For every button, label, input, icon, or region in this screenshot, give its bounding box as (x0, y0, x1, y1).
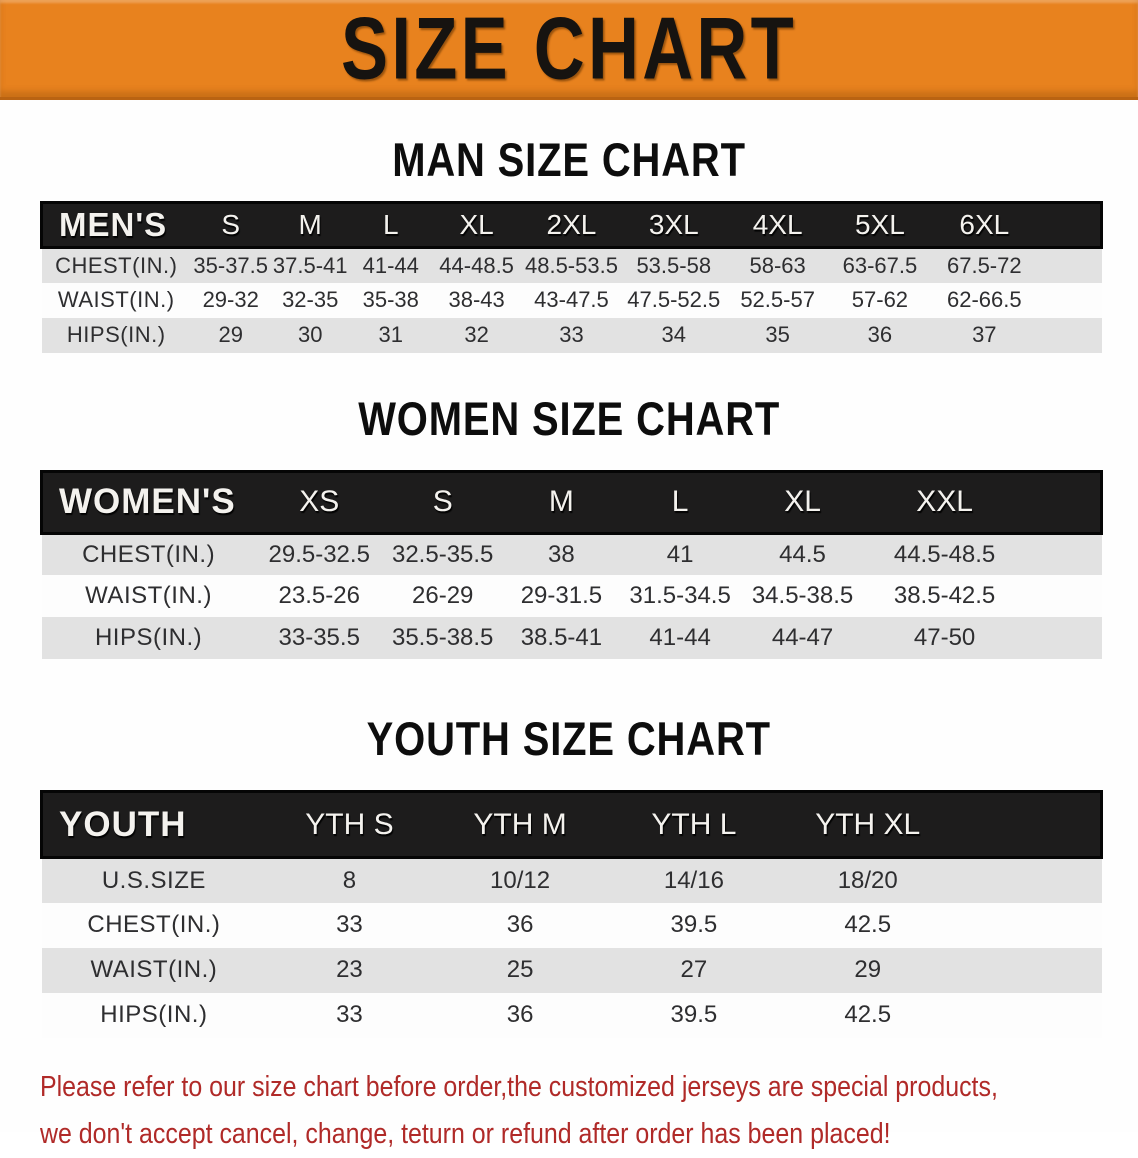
spacer-cell (1038, 248, 1102, 283)
women-section-title: WOMEN SIZE CHART (358, 391, 780, 445)
disclaimer-line-1: Please refer to our size chart before order,the customized jerseys are special products, (40, 1070, 998, 1103)
value-cell: 38-43 (448, 287, 505, 312)
size-header-cell: S (383, 471, 503, 533)
header-row (42, 203, 1102, 248)
value-cell: 38.5-41 (520, 624, 603, 651)
value-cell: 62-66.5 (946, 287, 1022, 312)
value-cell: 44.5 (779, 540, 826, 568)
youth-section-title: YOUTH SIZE CHART (366, 712, 772, 765)
value-cell: 32.5-35.5 (391, 540, 494, 568)
value-cell: 36 (506, 1001, 534, 1028)
table-row (42, 575, 1102, 617)
row-label-cell: HIPS(IN.) (66, 322, 166, 347)
value-cell: 29-31.5 (520, 582, 603, 609)
spacer-cell (1024, 617, 1101, 659)
row-label-cell: WAIST(IN.) (57, 287, 175, 312)
value-cell: 35-37.5 (193, 252, 269, 278)
value-cell: 8 (342, 866, 357, 894)
value-cell: 35.5-38.5 (391, 624, 494, 651)
size-header-cell: 3XL (621, 203, 726, 248)
value-cell: 33-35.5 (278, 624, 360, 651)
value-cell: 36 (867, 322, 893, 347)
value-cell: 30 (297, 322, 323, 347)
spacer-cell (955, 948, 1101, 993)
value-cell: 57-62 (851, 287, 909, 312)
value-cell: 41-44 (362, 252, 419, 278)
value-cell: 44-48.5 (439, 252, 514, 278)
spacer-cell (955, 903, 1101, 948)
spacer-cell (1024, 575, 1101, 617)
spacer-cell (1024, 471, 1101, 533)
size-header-cell: L (620, 471, 740, 533)
value-cell: 29.5-32.5 (268, 540, 370, 568)
value-cell: 31.5-34.5 (629, 582, 731, 609)
value-cell: 38.5-42.5 (893, 582, 996, 609)
value-cell: 29 (854, 956, 882, 983)
spacer-cell (955, 792, 1101, 858)
table-row (42, 858, 1102, 903)
table-row (42, 948, 1102, 993)
table-row (42, 318, 1102, 353)
value-cell: 32-35 (282, 287, 339, 312)
value-cell: 42.5 (844, 1001, 892, 1028)
size-header-cell: XS (256, 471, 383, 533)
value-cell: 23.5-26 (278, 582, 360, 609)
header-row (42, 792, 1102, 858)
size-header-cell: 6XL (931, 203, 1038, 248)
table-row (42, 283, 1102, 318)
value-cell: 32 (464, 322, 489, 347)
value-cell: 35-38 (362, 287, 419, 312)
value-cell: 41 (666, 540, 694, 568)
value-cell: 25 (506, 956, 534, 983)
value-cell: 31 (378, 322, 403, 347)
banner-title: SIZE CHART (341, 0, 797, 98)
group-label-cell: WOMEN'S (42, 471, 256, 533)
spacer-cell (1038, 318, 1102, 353)
value-cell: 33 (559, 322, 584, 347)
value-cell: 34 (661, 322, 686, 347)
table-row (42, 248, 1102, 283)
order-disclaimer-note (40, 1064, 1138, 1158)
row-label-cell: CHEST(IN.) (82, 540, 216, 568)
value-cell: 18/20 (837, 866, 898, 894)
value-cell: 33 (336, 911, 363, 938)
value-cell: 63-67.5 (842, 252, 918, 278)
row-label-cell: HIPS(IN.) (100, 1001, 208, 1028)
table-row (42, 617, 1102, 659)
value-cell: 26-29 (412, 582, 474, 609)
size-chart-banner (0, 0, 1138, 100)
value-cell: 39.5 (670, 1001, 718, 1028)
value-cell: 42.5 (844, 911, 892, 938)
value-cell: 43-47.5 (534, 287, 609, 312)
value-cell: 52.5-57 (740, 287, 815, 312)
size-header-cell: XL (432, 203, 522, 248)
size-header-cell: XXL (865, 471, 1024, 533)
value-cell: 47.5-52.5 (627, 287, 721, 312)
value-cell: 27 (680, 956, 708, 983)
size-header-cell: L (350, 203, 432, 248)
group-label-cell: YOUTH (42, 792, 267, 858)
row-label-cell: WAIST(IN.) (85, 582, 212, 609)
value-cell: 36 (506, 911, 534, 938)
disclaimer-line-2: we don't accept cancel, change, teturn or refund after order has been placed! (40, 1117, 891, 1150)
size-header-cell: M (503, 471, 621, 533)
value-cell: 29 (218, 322, 243, 347)
value-cell: 41-44 (649, 624, 711, 651)
table-row (42, 903, 1102, 948)
size-header-cell: YTH S (266, 792, 432, 858)
size-header-cell: YTH XL (780, 792, 955, 858)
spacer-cell (1038, 283, 1102, 318)
men-size-table (40, 201, 1103, 353)
value-cell: 23 (336, 956, 363, 983)
spacer-cell (955, 993, 1101, 1038)
value-cell: 44.5-48.5 (893, 540, 996, 568)
header-row (42, 471, 1102, 533)
size-header-cell: 5XL (829, 203, 931, 248)
men-section-title: MAN SIZE CHART (392, 133, 746, 186)
spacer-cell (955, 858, 1101, 903)
value-cell: 37.5-41 (272, 252, 348, 278)
spacer-cell (1038, 203, 1102, 248)
value-cell: 14/16 (663, 866, 724, 894)
value-cell: 53.5-58 (636, 252, 712, 278)
size-header-cell: 2XL (522, 203, 622, 248)
value-cell: 10/12 (490, 866, 551, 894)
size-header-cell: XL (740, 471, 865, 533)
size-header-cell: S (191, 203, 271, 248)
row-label-cell: U.S.SIZE (101, 866, 206, 894)
spacer-cell (1024, 533, 1101, 575)
value-cell: 58-63 (749, 252, 806, 278)
youth-size-table (40, 790, 1103, 1038)
size-header-cell: M (270, 203, 350, 248)
row-label-cell: HIPS(IN.) (94, 624, 203, 651)
value-cell: 67.5-72 (946, 252, 1022, 278)
group-label-cell: MEN'S (42, 203, 191, 248)
value-cell: 48.5-53.5 (524, 252, 618, 278)
value-cell: 33 (336, 1001, 363, 1028)
value-cell: 39.5 (670, 911, 718, 938)
value-cell: 35 (765, 322, 790, 347)
value-cell: 44-47 (771, 624, 834, 651)
table-row (42, 533, 1102, 575)
value-cell: 47-50 (913, 624, 976, 651)
value-cell: 37 (972, 322, 997, 347)
row-label-cell: CHEST(IN.) (87, 911, 221, 938)
size-header-cell: YTH M (433, 792, 608, 858)
value-cell: 38 (548, 540, 575, 568)
size-header-cell: 4XL (726, 203, 829, 248)
row-label-cell: WAIST(IN.) (90, 956, 218, 983)
women-size-table (40, 470, 1103, 660)
value-cell: 34.5-38.5 (751, 582, 854, 609)
table-row (42, 993, 1102, 1038)
value-cell: 29-32 (202, 287, 259, 312)
size-header-cell: YTH L (608, 792, 781, 858)
row-label-cell: CHEST(IN.) (55, 252, 178, 278)
